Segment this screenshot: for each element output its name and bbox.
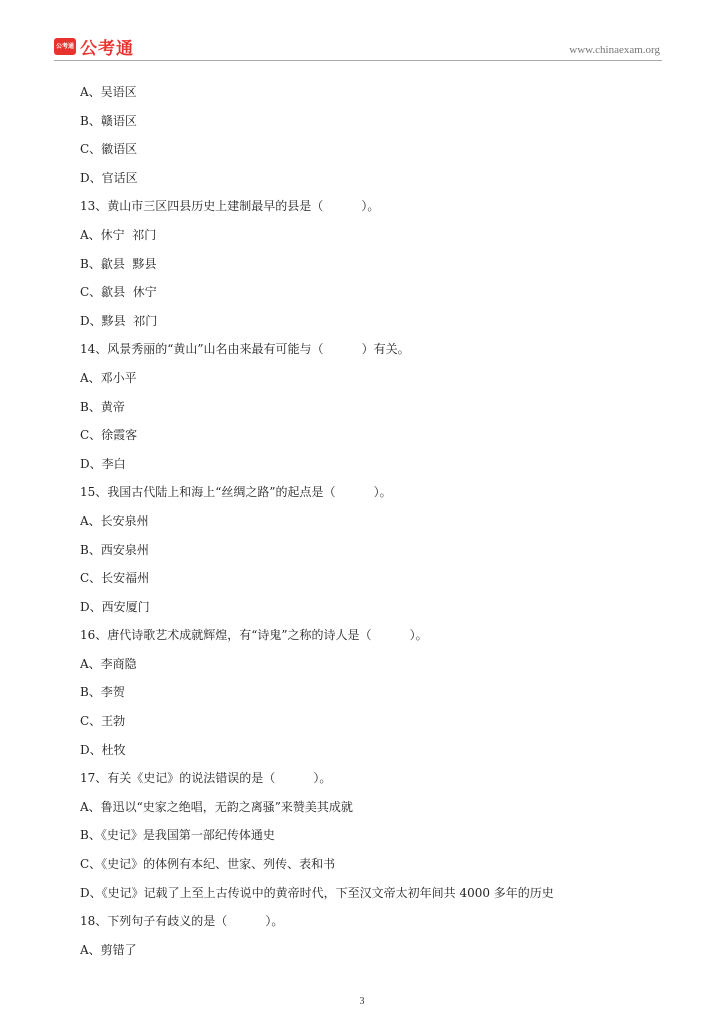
option-line: C、徐霞客 (80, 428, 138, 443)
logo-icon: 公考通 (54, 38, 76, 55)
option-line: B、黄帝 (80, 399, 125, 414)
question-line: 14、风景秀丽的“黄山”山名由来最有可能与（ ）有关。 (80, 342, 410, 357)
option-line: A、长安泉州 (80, 513, 149, 528)
option-line: A、剪错了 (80, 942, 137, 957)
option-line: A、邓小平 (80, 370, 137, 385)
logo-text: 公考通 (80, 39, 134, 59)
option-line: D、李白 (80, 456, 126, 471)
page-header (0, 0, 724, 60)
brand-logo[interactable] (54, 34, 134, 59)
question-list (80, 78, 660, 964)
option-line: C、《史记》的体例有本纪、世家、列传、表和书 (80, 857, 336, 872)
option-line: A、李商隐 (80, 656, 137, 671)
option-line: C、歙县 休宁 (80, 285, 157, 300)
option-line: D、西安厦门 (80, 599, 150, 614)
question-line: 13、黄山市三区四县历史上建制最早的县是（ ）。 (80, 199, 380, 214)
option-line: D、黟县 祁门 (80, 313, 158, 328)
question-line: 18、下列句子有歧义的是（ ）。 (80, 914, 284, 929)
header-divider (54, 60, 662, 61)
option-line: D、《史记》记载了上至上古传说中的黄帝时代，下至汉文帝太初年间共 4000 多年的历史 (80, 885, 554, 900)
question-line: 15、我国古代陆上和海上“丝绸之路”的起点是（ ）。 (80, 485, 392, 500)
option-line: B、《史记》是我国第一部纪传体通史 (80, 828, 275, 843)
question-line: 17、有关《史记》的说法错误的是（ ）。 (80, 771, 332, 786)
option-line: A、鲁迅以“史家之绝唱，无韵之离骚”来赞美其成就 (80, 799, 353, 814)
page-number: 3 (359, 996, 365, 1007)
option-line: B、西安泉州 (80, 542, 149, 557)
option-line: B、赣语区 (80, 113, 137, 128)
option-line: B、歙县 黟县 (80, 256, 157, 271)
option-line: D、杜牧 (80, 742, 126, 757)
option-line: A、吴语区 (80, 85, 137, 99)
option-line: B、李贺 (80, 685, 125, 700)
option-line: D、官话区 (80, 170, 138, 185)
option-line: C、徽语区 (80, 142, 138, 157)
option-line: C、长安福州 (80, 571, 150, 586)
question-line: 16、唐代诗歌艺术成就辉煌，有“诗鬼”之称的诗人是（ ）。 (80, 628, 428, 643)
option-line: A、休宁 祁门 (80, 227, 157, 242)
site-url[interactable]: www.chinaexam.org (569, 44, 660, 56)
option-line: C、王勃 (80, 714, 126, 729)
